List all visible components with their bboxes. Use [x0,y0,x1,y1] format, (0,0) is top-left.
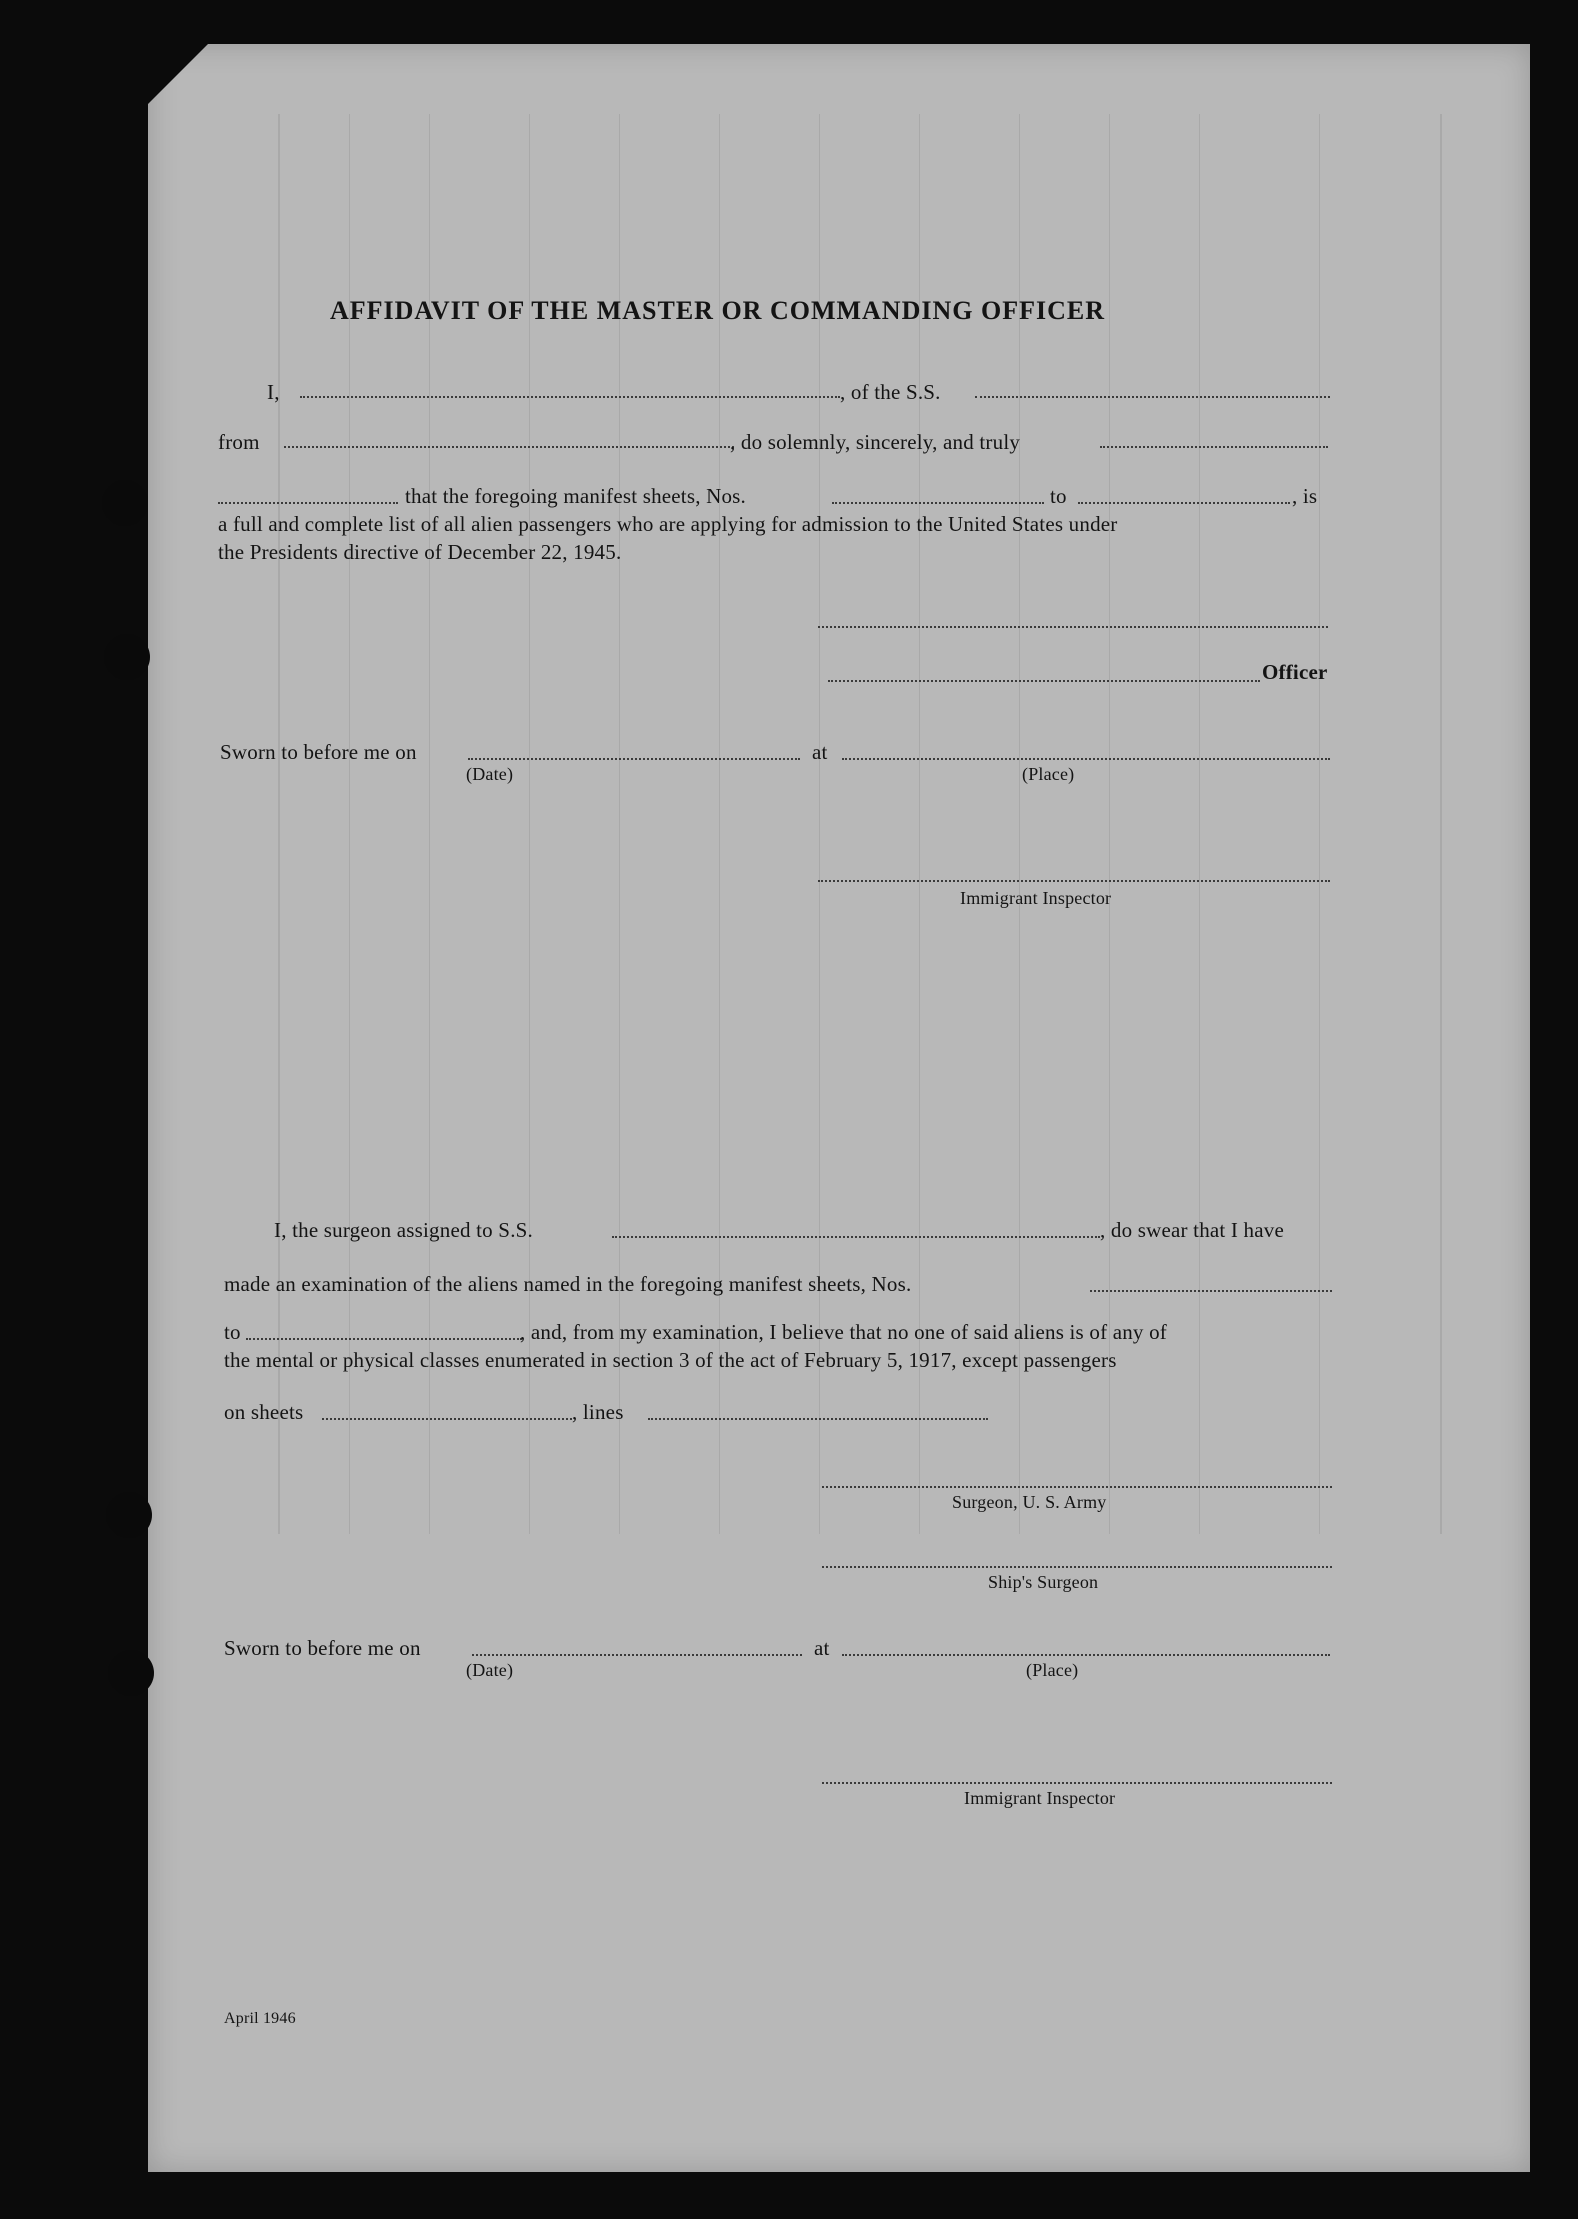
surgeon-line-classes: the mental or physical classes enumerated in section 3 of the act of February 5, 1917, except passengers [224,1348,1117,1372]
surgeon-ship-field[interactable] [612,1236,1100,1238]
sheets-from-field[interactable] [832,502,1044,504]
punch-hole [106,1492,152,1538]
sworn1-place-field[interactable] [842,758,1330,760]
sworn2-inspector-label: Immigrant Inspector [964,1788,1116,1808]
surgeon-except-lines-field[interactable] [648,1418,988,1420]
from-label: from [218,430,260,454]
surgeon-line-belief: , and, from my examination, I believe that no one of said aliens is of any of [520,1320,1167,1344]
sworn2-date-field[interactable] [472,1654,802,1656]
surgeon-except-sheets-field[interactable] [322,1418,572,1420]
from-port-field[interactable] [284,446,734,448]
army-surgeon-signature[interactable] [822,1486,1332,1488]
surgeon-sheets-from-field[interactable] [1090,1290,1332,1292]
surgeon-sheets-to-field[interactable] [246,1338,522,1340]
torn-corner [148,44,208,104]
surgeon-line-swear: , do swear that I have [1100,1218,1284,1242]
form-date: April 1946 [224,2010,296,2027]
ship-name-field[interactable] [975,396,1330,398]
sworn2-label: Sworn to before me on [224,1636,421,1660]
master-name-field[interactable] [300,396,840,398]
sworn2-inspector-signature[interactable] [822,1782,1332,1784]
ship-surgeon-label: Ship's Surgeon [988,1572,1099,1592]
form-sheet [148,44,1530,2172]
sheets-to-field[interactable] [1078,502,1290,504]
surgeon-line-assigned: I, the surgeon assigned to S.S. [274,1218,533,1242]
punch-hole [104,634,150,680]
master-line-directive: the Presidents directive of December 22, 1945. [218,540,622,564]
surgeon-line-examination: made an examination of the aliens named in the foregoing manifest sheets, Nos. [224,1272,912,1296]
sworn1-at-label: at [812,740,828,764]
sworn1-date-field[interactable] [468,758,800,760]
sworn1-place-caption: (Place) [1022,764,1075,784]
solemnly-label: , do solemnly, sincerely, and truly [730,430,1021,454]
sworn1-inspector-signature[interactable] [818,880,1330,882]
sworn2-place-field[interactable] [842,1654,1330,1656]
is-label: , is [1292,484,1318,508]
to-label: to [1050,484,1067,508]
master-i-label: I, [267,380,280,404]
punch-hole [102,480,148,526]
surgeon-to-label: to [224,1320,241,1344]
surgeon-lines-label: , lines [572,1400,624,1424]
master-signature-field[interactable] [818,626,1328,628]
officer-signature-field[interactable] [828,680,1260,682]
sworn2-date-caption: (Date) [466,1660,514,1680]
sworn1-inspector-label: Immigrant Inspector [960,888,1112,908]
form-title: AFFIDAVIT OF THE MASTER OR COMMANDING OFFICER [330,296,1105,325]
affirm-field[interactable] [1100,446,1328,448]
surgeon-on-sheets-label: on sheets [224,1400,304,1424]
sworn1-date-caption: (Date) [466,764,514,784]
punch-hole [108,1650,154,1696]
master-line-full-list: a full and complete list of all alien passengers who are applying for admission to the United States under [218,512,1118,536]
oath-field[interactable] [218,502,398,504]
manifest-sheets-label: that the foregoing manifest sheets, Nos. [405,484,747,508]
sworn2-place-caption: (Place) [1026,1660,1079,1680]
of-ss-label: , of the S.S. [840,380,941,404]
sworn1-label: Sworn to before me on [220,740,417,764]
officer-label: Officer [1262,660,1328,684]
sworn2-at-label: at [814,1636,830,1660]
army-surgeon-label: Surgeon, U. S. Army [952,1492,1107,1512]
ship-surgeon-signature[interactable] [822,1566,1332,1568]
